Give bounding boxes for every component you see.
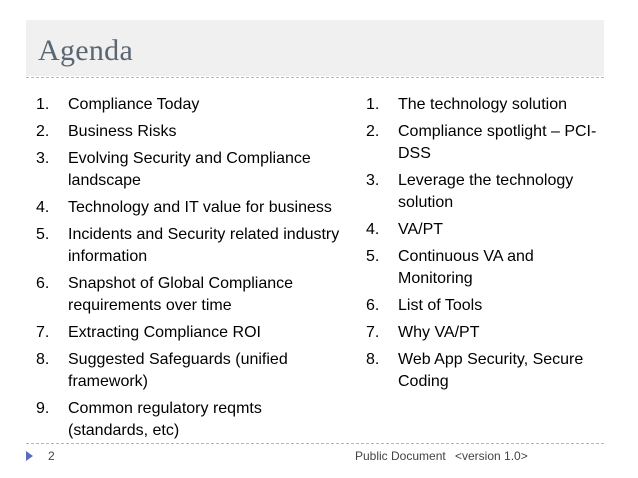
item-number: 7. — [366, 324, 380, 341]
item-number: 3. — [366, 172, 380, 189]
item-number: 7. — [36, 324, 50, 341]
agenda-item — [36, 349, 341, 393]
item-number: 2. — [366, 123, 380, 140]
agenda-item — [366, 322, 606, 344]
agenda-item — [36, 148, 341, 192]
triangle-right-icon — [26, 451, 33, 461]
item-number: 6. — [366, 297, 380, 314]
agenda-item — [366, 349, 606, 393]
item-text: Snapshot of Global Compliance requirements over time — [68, 275, 294, 314]
item-number: 6. — [36, 275, 50, 292]
item-text: Common regulatory reqmts (standards, etc) — [68, 400, 262, 439]
item-number: 5. — [366, 248, 380, 265]
agenda-item — [36, 273, 341, 317]
item-text: Incidents and Security related industry information — [68, 226, 340, 265]
item-number: 8. — [36, 351, 50, 368]
item-number: 9. — [36, 400, 50, 417]
item-text: Technology and IT value for business — [68, 199, 332, 216]
item-text: Extracting Compliance ROI — [68, 324, 261, 341]
title-divider — [26, 77, 604, 78]
item-number: 1. — [36, 96, 50, 113]
item-text: Continuous VA and Monitoring — [398, 248, 534, 287]
item-text: Evolving Security and Compliance landscape — [68, 150, 311, 189]
item-number: 3. — [36, 150, 50, 167]
agenda-item — [366, 246, 606, 290]
agenda-list-right — [366, 94, 606, 398]
footer-label: Public Document — [355, 449, 446, 463]
agenda-list-left — [36, 94, 341, 447]
item-text: Compliance spotlight – PCI-DSS — [398, 123, 597, 162]
item-text: Compliance Today — [68, 96, 200, 113]
agenda-item — [366, 121, 606, 165]
item-number: 1. — [366, 96, 380, 113]
item-text: Web App Security, Secure Coding — [398, 351, 584, 390]
agenda-item — [36, 224, 341, 268]
agenda-item — [366, 94, 606, 116]
item-number: 2. — [36, 123, 50, 140]
agenda-item — [366, 170, 606, 214]
agenda-item — [36, 322, 341, 344]
agenda-item — [36, 197, 341, 219]
version-label: <version 1.0> — [455, 449, 528, 463]
agenda-item — [366, 295, 606, 317]
item-text: List of Tools — [398, 297, 483, 314]
agenda-item — [36, 121, 341, 143]
agenda-item — [366, 219, 606, 241]
item-number: 5. — [36, 226, 50, 243]
slide-title: Agenda — [38, 34, 134, 67]
item-text: Suggested Safeguards (unified framework) — [68, 351, 288, 390]
item-text: The technology solution — [398, 96, 567, 113]
item-text: VA/PT — [398, 221, 444, 238]
item-number: 8. — [366, 351, 380, 368]
item-number: 4. — [366, 221, 380, 238]
item-number: 4. — [36, 199, 50, 216]
item-text: Leverage the technology solution — [398, 172, 574, 211]
footer-divider — [26, 443, 604, 444]
item-text: Business Risks — [68, 123, 177, 140]
agenda-item — [36, 398, 341, 442]
page-number: 2 — [48, 449, 55, 463]
agenda-item — [36, 94, 341, 116]
item-text: Why VA/PT — [398, 324, 480, 341]
